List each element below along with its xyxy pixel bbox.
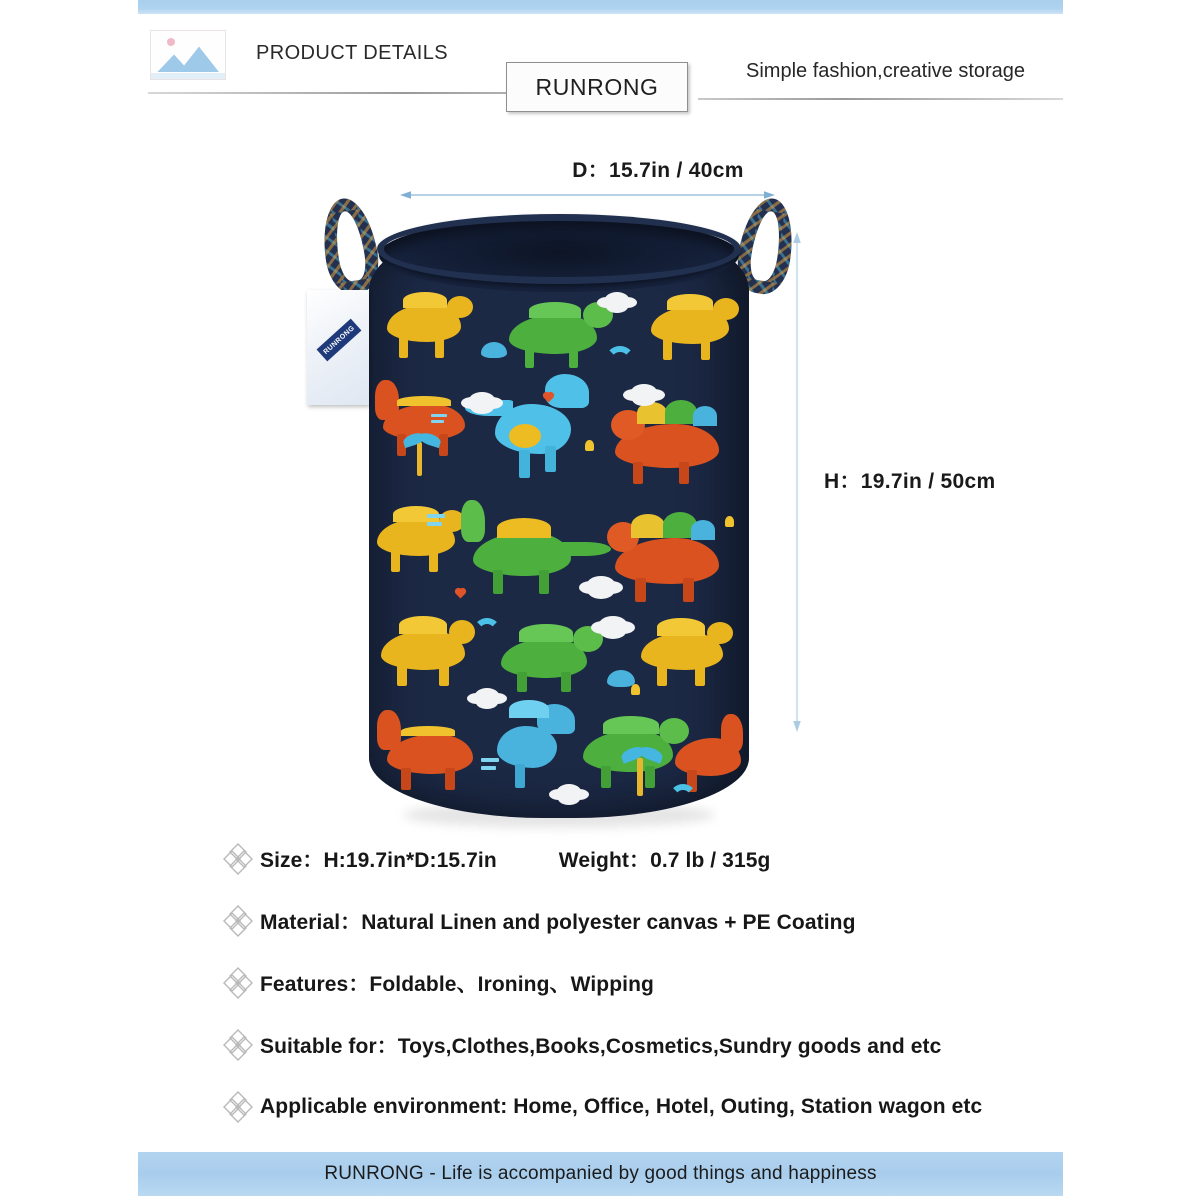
- hang-tag-label: RUNRONG: [317, 319, 362, 362]
- spec-row: [138, 1076, 1063, 1138]
- flower-bullet-icon: [216, 899, 260, 943]
- height-label: H：19.7in / 50cm: [824, 470, 996, 493]
- hang-tag: [307, 290, 369, 405]
- spec-applicable-environment: Applicable environment: Home, Office, Hotel, Outing, Station wagon etc: [260, 1095, 983, 1118]
- basket-body: [369, 218, 749, 818]
- dinosaur-print-pattern: [369, 218, 749, 818]
- footer-text: RUNRONG - Life is accompanied by good things and happiness: [324, 1163, 877, 1184]
- page-title: PRODUCT DETAILS: [256, 42, 448, 64]
- spec-row: [138, 828, 1063, 890]
- brand-badge: RUNRONG: [506, 62, 688, 112]
- product-figure: [138, 140, 1063, 820]
- spec-size: Size：H:19.7in*D:15.7in Weight：0.7 lb / 315g: [260, 849, 771, 872]
- page-header: [138, 20, 1063, 110]
- image-placeholder-icon: [150, 30, 226, 80]
- spec-row: [138, 1014, 1063, 1076]
- flower-bullet-icon: [216, 837, 260, 881]
- header-divider-right: [698, 98, 1063, 100]
- flower-bullet-icon: [216, 961, 260, 1005]
- basket-rim-edge: [377, 214, 741, 284]
- top-blue-bar: [138, 0, 1063, 14]
- spec-row: [138, 890, 1063, 952]
- basket-fabric: [369, 218, 749, 818]
- flower-bullet-icon: [216, 1023, 260, 1067]
- flower-bullet-icon: [216, 1085, 260, 1129]
- spec-suitable-for: Suitable for：Toys,Clothes,Books,Cosmetics,Sundry goods and etc: [260, 1035, 942, 1058]
- diameter-label: D：15.7in / 40cm: [572, 159, 744, 182]
- footer-banner: [138, 1152, 1063, 1196]
- spec-features: Features：Foldable、Ironing、Wipping: [260, 973, 654, 996]
- storage-basket-image: [323, 170, 793, 830]
- spec-row: [138, 952, 1063, 1014]
- header-tagline: Simple fashion,creative storage: [746, 60, 1026, 82]
- specification-list: [138, 828, 1063, 1138]
- spec-material: Material：Natural Linen and polyester canvas + PE Coating: [260, 911, 856, 934]
- content-column: [138, 0, 1063, 1200]
